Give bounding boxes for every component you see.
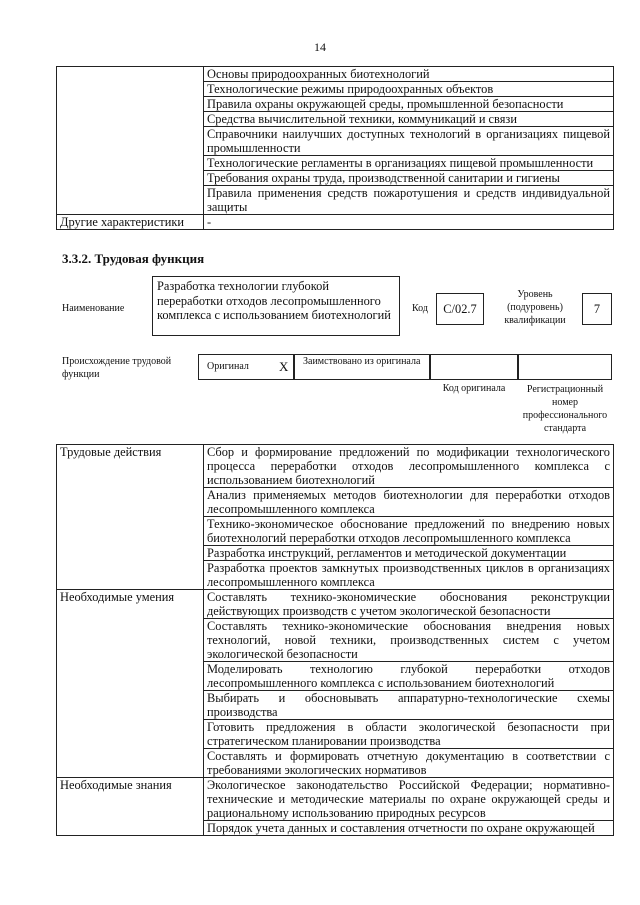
registration-number-label: Регистрационный номер профессионального стандарта xyxy=(522,384,608,434)
original-label: Оригинал xyxy=(207,361,249,372)
borrowed-label: Заимствовано из оригинала xyxy=(303,356,421,367)
table-row xyxy=(57,778,614,821)
table-row xyxy=(57,215,614,230)
section-title: 3.3.2. Трудовая функция xyxy=(62,251,205,266)
page-number: 14 xyxy=(314,40,326,54)
table-cell: Основы природоохранных биотехнологий xyxy=(204,67,614,82)
table-cell: Правила применения средств пожаротушения и средств индивидуальной защиты xyxy=(204,186,614,215)
code-label: Код xyxy=(412,303,428,314)
original-mark: X xyxy=(279,359,289,374)
empty-label-cell xyxy=(57,67,204,215)
registration-number-box xyxy=(518,354,612,380)
knowledge-continuation-table xyxy=(56,66,614,230)
other-characteristics-value: - xyxy=(204,215,614,230)
table-cell: Моделировать технологию глубокой переработки отходов лесопромышленного комплекса с использованием биотехнологий xyxy=(204,662,614,691)
table-cell: Технологические регламенты в организациях пищевой промышленности xyxy=(204,156,614,171)
table-cell: Технологические режимы природоохранных объектов xyxy=(204,82,614,97)
original-box xyxy=(198,354,294,380)
borrowed-box xyxy=(294,354,430,380)
table-cell: Сбор и формирование предложений по модификации технологического процесса переработки отходов лесопромышленного комплекса с использованием биотехнологий xyxy=(204,445,614,488)
table-row xyxy=(57,445,614,488)
table-cell: Составлять технико-экономические обоснования реконструкции действующих производств с учетом экологической безопасности xyxy=(204,590,614,619)
table-cell: Анализ применяемых методов биотехнологии для переработки отходов лесопромышленного комплекса xyxy=(204,488,614,517)
table-cell: Готовить предложения в области экологической безопасности при стратегическом планировании производства xyxy=(204,720,614,749)
qualification-level-label: Уровень (подуровень) квалификации xyxy=(504,289,566,326)
origin-label: Происхождение трудовой функции xyxy=(62,356,172,380)
labor-actions-label: Трудовые действия xyxy=(57,445,204,590)
qualification-level-box: 7 xyxy=(582,293,612,325)
function-code-box: C/02.7 xyxy=(436,293,484,325)
original-code-box xyxy=(430,354,518,380)
table-cell: Составлять технико-экономические обоснования внедрения новых технологий, новой техники, производственных систем с учетом экологической безопасности xyxy=(204,619,614,662)
table-cell: Экологическое законодательство Российской Федерации; нормативно-технические и методические материалы по охране окружающей среды и рациональному использованию природных ресурсов xyxy=(204,778,614,821)
table-cell: Порядок учета данных и составления отчетности по охране окружающей xyxy=(204,821,614,836)
table-cell: Средства вычислительной техники, коммуникаций и связи xyxy=(204,112,614,127)
table-row xyxy=(57,590,614,619)
name-label: Наименование xyxy=(62,303,125,314)
table-cell: Разработка проектов замкнутых производственных циклов в организациях лесопромышленного комплекса xyxy=(204,561,614,590)
table-row xyxy=(57,67,614,82)
original-code-label: Код оригинала xyxy=(442,383,506,394)
function-name-box: Разработка технологии глубокой переработки отходов лесопромышленного комплекса с использованием биотехнологий xyxy=(152,276,400,336)
table-cell: Разработка инструкций, регламентов и методической документации xyxy=(204,546,614,561)
table-cell: Справочники наилучших доступных технологий в организациях пищевой промышленности xyxy=(204,127,614,156)
table-cell: Правила охраны окружающей среды, промышленной безопасности xyxy=(204,97,614,112)
required-knowledge-label: Необходимые знания xyxy=(57,778,204,836)
table-cell: Выбирать и обосновывать аппаратурно-технологические схемы производства xyxy=(204,691,614,720)
required-skills-label: Необходимые умения xyxy=(57,590,204,778)
table-cell: Требования охраны труда, производственной санитарии и гигиены xyxy=(204,171,614,186)
labor-function-table xyxy=(56,444,614,836)
other-characteristics-label: Другие характеристики xyxy=(57,215,204,230)
table-cell: Технико-экономическое обоснование предложений по внедрению новых биотехнологий переработки отходов лесопромышленного комплекса xyxy=(204,517,614,546)
table-cell: Составлять и формировать отчетную документацию в соответствии с требованиями экологических нормативов xyxy=(204,749,614,778)
